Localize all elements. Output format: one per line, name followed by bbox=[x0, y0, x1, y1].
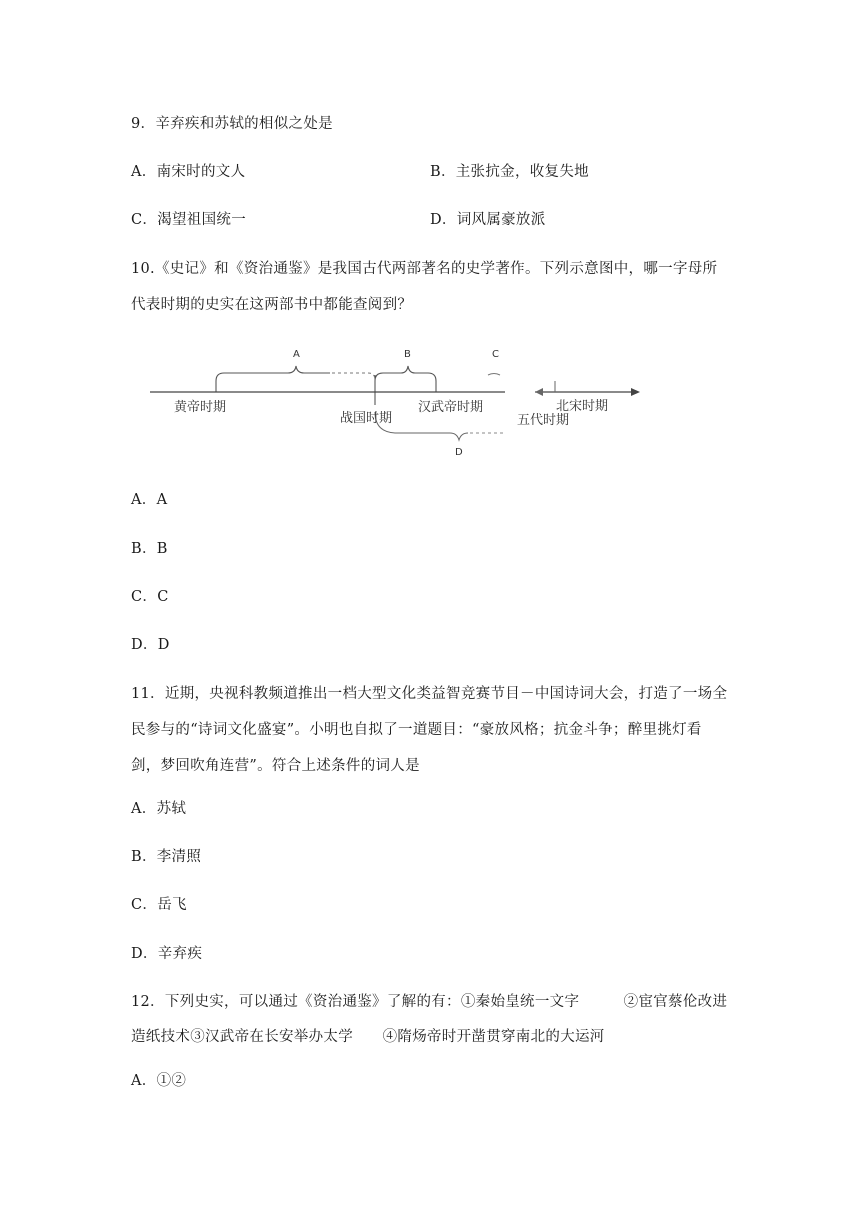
q9-option-a: A．南宋时的文人 bbox=[131, 164, 246, 180]
period-five-dynasties: 五代时期 bbox=[517, 413, 570, 428]
timeline-arrow-head bbox=[631, 388, 640, 396]
brace-b bbox=[375, 366, 436, 381]
q11-stem-line3: 剑，梦回吹角连营”。符合上述条件的词人是 bbox=[131, 758, 420, 774]
brace-label-a: A bbox=[293, 349, 300, 360]
q11-option-c: C．岳飞 bbox=[131, 897, 187, 913]
q9-option-c: C．渴望祖国统一 bbox=[131, 212, 246, 228]
period-warring-states: 战国时期 bbox=[340, 411, 393, 426]
period-han-wudi: 汉武帝时期 bbox=[418, 400, 484, 415]
q10-option-b: B．B bbox=[131, 541, 168, 557]
timeline-left-arrow bbox=[535, 388, 543, 396]
q9-stem: 9．辛弃疾和苏轼的相似之处是 bbox=[131, 116, 333, 132]
brace-label-b: B bbox=[404, 349, 411, 360]
brace-label-d: D bbox=[455, 447, 463, 458]
brace-label-c: C bbox=[492, 349, 499, 360]
q11-option-a: A．苏轼 bbox=[131, 801, 187, 817]
brace-c-stub bbox=[488, 374, 500, 376]
q11-option-d: D．辛弃疾 bbox=[131, 946, 203, 962]
q10-option-a: A．A bbox=[131, 492, 168, 508]
q12-option-a: A．①② bbox=[131, 1073, 187, 1089]
period-northern-song: 北宋时期 bbox=[556, 399, 609, 414]
q9-option-d: D．词风属豪放派 bbox=[430, 212, 546, 228]
q11-option-b: B．李清照 bbox=[131, 849, 202, 865]
q10-stem-line1: 10.《史记》和《资治通鉴》是我国古代两部著名的史学著作。下列示意图中，哪一字母所 bbox=[131, 261, 718, 277]
q11-stem-line2: 民参与的“诗词文化盛宴”。小明也自拟了一道题目：“豪放风格；抗金斗争；醉里挑灯看 bbox=[131, 722, 702, 738]
q10-stem-line2: 代表时期的史实在这两部书中都能查阅到？ bbox=[131, 297, 413, 313]
brace-a-dash bbox=[332, 373, 375, 380]
q9-option-b: B．主张抗金，收复失地 bbox=[430, 164, 589, 180]
q10-option-c: C．C bbox=[131, 589, 169, 605]
q12-stem-line2: 造纸技术③汉武帝在长安举办太学 ④隋炀帝时开凿贯穿南北的大运河 bbox=[131, 1029, 605, 1045]
q10-option-d: D．D bbox=[131, 637, 170, 653]
q11-stem-line1: 11．近期，央视科教频道推出一档大型文化类益智竞赛节目－中国诗词大会，打造了一场全 bbox=[131, 686, 728, 702]
period-yellow-emperor: 黄帝时期 bbox=[174, 400, 227, 415]
brace-a bbox=[216, 366, 330, 381]
q12-stem-line1: 12．下列史实，可以通过《资治通鉴》了解的有：①秦始皇统一文字 ②宦官蔡伦改进 bbox=[131, 994, 728, 1010]
